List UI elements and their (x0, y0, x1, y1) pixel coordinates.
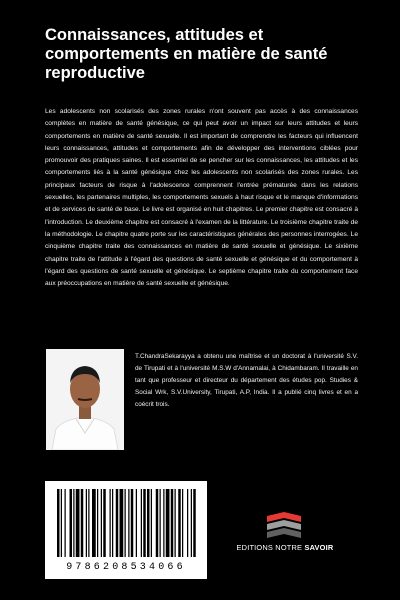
publisher-name (230, 543, 340, 552)
barcode-bar (143, 489, 146, 557)
barcode-bar (193, 489, 196, 557)
author-photo (46, 349, 124, 450)
barcode-bar (175, 489, 176, 557)
book-title: Connaissances, attitudes et comportements en matière de santé reproductive (45, 26, 328, 82)
barcode-bar (156, 489, 159, 557)
barcode-bar (182, 489, 183, 557)
barcode-bar (160, 489, 161, 557)
author-bio: T.ChandraSekarayya a obtenu une maîtrise et un doctorat à l'université S.V. de Tirupati et à l'université M.S.W d'Annamalai, à Chidambaram. Il travaille en tant que professeur et directeur du département des études pop. Studies & Social Wrk, S.V.University, Tirupati, A.P, India. Il a publié cinq livres et en a coécrit trois. (135, 353, 358, 408)
barcode-bar (120, 489, 124, 557)
barcode-bar (116, 489, 119, 557)
logo-chevron-3 (267, 528, 301, 538)
barcode-bar (88, 489, 89, 557)
barcode-bar (86, 489, 87, 557)
publisher-logo-icon (261, 512, 307, 540)
author-portrait-image (46, 349, 124, 450)
barcode-bar (178, 489, 181, 557)
barcode-bar (81, 489, 84, 557)
barcode-bar (166, 489, 170, 557)
barcode-bar (92, 489, 96, 557)
barcode-bar (103, 489, 106, 557)
barcode-bar (141, 489, 142, 557)
barcode-bar (131, 489, 134, 557)
barcode-bar (136, 489, 137, 557)
barcode-bar (97, 489, 98, 557)
barcode-bar (76, 489, 80, 557)
barcode-bar (147, 489, 150, 557)
barcode-bar (65, 489, 66, 557)
barcode-bar (112, 489, 113, 557)
barcode-bar (110, 489, 111, 557)
barcode-bar (128, 489, 129, 557)
barcode-bar (163, 489, 164, 557)
barcode-bar (61, 489, 62, 557)
barcode-bar (73, 489, 74, 557)
barcode-bar (151, 489, 152, 557)
barcode-bar (171, 489, 174, 557)
barcode-bar (101, 489, 102, 557)
barcode-bar (191, 489, 192, 557)
isbn-barcode (45, 481, 207, 579)
book-summary: Les adolescents non scolarisés des zones rurales n'ont souvent pas accès à des connaissances complètes en matière de santé génésique, ce qui peut avoir un impact sur leurs attitudes et leurs comportements en matière de santé sexuelle. Il est important de comprendre les facteurs qui influencent leurs connaissances, attitudes et comportements afin de développer des interventions ciblées pour promouvoir des pratiques saines. Il est essentiel de se pencher sur les connaissances, les attitudes et les comportements liés à la santé génésique chez les adolescents non scolarisés des zones rurales. Les principaux facteurs de risque à l'adolescence comprennent l'entrée prématurée dans les relations sexuelles, les partenaires multiples, les comportements sexuels à haut risque et le manque d'informations et de services de santé de base. Le livre est organisé en huit chapitres. Le premier chapitre est consacré à l'introduction. Le deuxième chapitre est consacré à l'examen de la littérature. Le troisième chapitre traite de la méthodologie. Le chapitre quatre porte sur les caractéristiques générales des personnes interrogées. Le cinquième chapitre traite des connaissances en matière de santé sexuelle et génésique. Le sixième chapitre traite de l'attitude à l'égard des questions de santé sexuelle et génésique et du comportement à l'égard des questions de santé sexuelle et génésique. Le septième chapitre traite du comportement face aux préoccupations en matière de santé sexuelle et génésique. (45, 108, 358, 288)
publisher-name-prefix: EDITIONS NOTRE (236, 543, 305, 552)
publisher-name-emphasis: SAVOIR (304, 543, 334, 552)
barcode-bar (187, 489, 188, 557)
barcode-bar (70, 489, 73, 557)
isbn-digits: 9786208534066 (66, 562, 186, 573)
barcode-bar (57, 489, 60, 557)
barcode-bar (125, 489, 126, 557)
